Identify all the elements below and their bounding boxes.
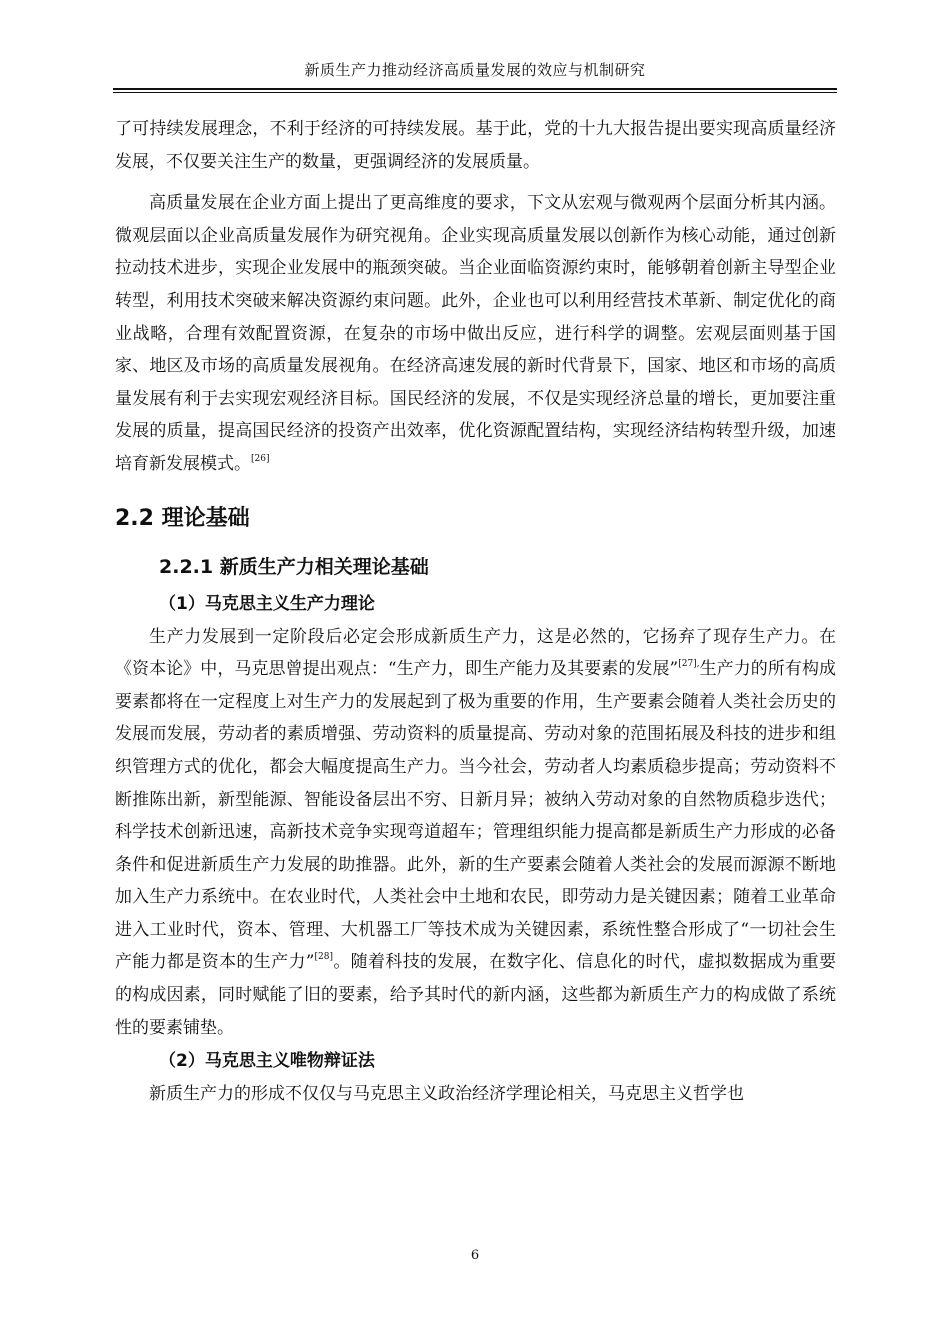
paragraph-text: 。随着科技的发展，在数字化、信息化的时代，虚拟数据成为重要的构成因素，同时赋能了旧的要素，给予其时代的新内涵，这些都为新质生产力的构成做了系统性的要素铺垫。 (115, 952, 836, 1038)
paragraph-text: 生产力的所有构成要素都将在一定程度上对生产力的发展起到了极为重要的作用，生产要素会随着人类社会历史的发展而发展，劳动者的素质增强、劳动资料的质量提高、劳动对象的范围拓展及科技的进步和组织管理方式的优化，都会大幅度提高生产力。当今社会，劳动者人均素质稳步提高；劳动资料不断推陈出新，新型能源、智能设备层出不穷、日新月异；被纳入劳动对象的自然物质稳步迭代；科学技术创新迅速，高新技术竞争实现弯道超车；管理组织能力提高都是新质生产力形成的必备条件和促进新质生产力发展的助推器。此外，新的生产要素会随着人类社会的发展而源源不断地加入生产力系统中。在农业时代，人类社会中土地和农民，即劳动力是关键因素；随着工业革命进入工业时代，资本、管理、大机器工厂等技术成为关键因素，系统性整合形成了“一切社会生产能力都是资本的生产力” (115, 659, 837, 973)
item-heading: （2）马克思主义唯物辩证法 (159, 1051, 375, 1072)
page-number: 6 (470, 1248, 480, 1263)
running-header: 新质生产力推动经济高质量发展的效应与机制研究 (304, 61, 646, 79)
paragraph: 新质生产力的形成不仅仅与马克思主义政治经济学理论相关，马克思主义哲学也 (149, 1084, 744, 1105)
paragraph (115, 187, 836, 480)
paragraph-text: 高质量发展在企业方面上提出了更高维度的要求，下文从宏观与微观两个层面分析其内涵。微观层面以企业高质量发展作为研究视角。企业实现高质量发展以创新作为核心动能，通过创新拉动技术进步，实现企业发展中的瓶颈突破。当企业面临资源约束时，能够朝着创新主导型企业转型，利用技术突破来解决资源约束问题。此外，企业也可以利用经营技术革新、制定优化的商业战略，合理有效配置资源，在复杂的市场中做出反应，进行科学的调整。宏观层面则基于国家、地区及市场的高质量发展视角。在经济高速发展的新时代背景下，国家、地区和市场的高质量发展有利于去实现宏观经济目标。国民经济的发展，不仅是实现经济总量的增长，更加要注重发展的质量，提高国民经济的投资产出效率，优化资源配置结构，实现经济结构转型升级，加速培育新发展模式。 (115, 193, 836, 474)
paragraph: 了可持续发展理念，不利于经济的可持续发展。基于此，党的十九大报告提出要实现高质量经济发展，不仅要关注生产的数量，更强调经济的发展质量。 (115, 119, 836, 172)
paragraph (115, 621, 836, 1045)
paragraph-text: 生产力发展到一定阶段后必定会形成新质生产力，这是必然的，它扬弃了现存生产力。在《资本论》中，马克思曾提出观点：“生产力，即生产能力及其要素的发展” (115, 626, 836, 680)
citation: [27], (678, 659, 700, 670)
citation: [26] (251, 453, 270, 464)
header-rule (113, 88, 837, 93)
section-heading: 2.2 理论基础 (115, 505, 250, 531)
subsection-heading: 2.2.1 新质生产力相关理论基础 (159, 555, 429, 578)
item-heading: （1）马克思主义生产力理论 (159, 593, 375, 614)
citation: [28] (314, 952, 333, 963)
page-body (115, 113, 836, 1111)
